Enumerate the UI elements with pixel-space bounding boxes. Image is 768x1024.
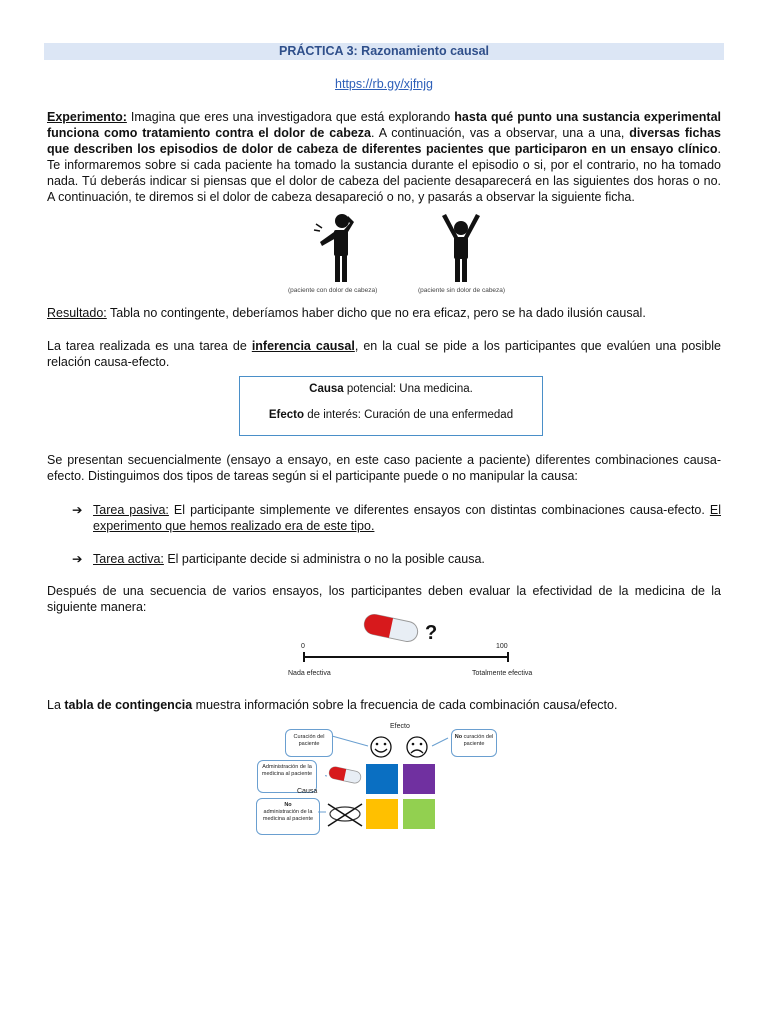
pill-icon [360, 612, 422, 644]
arrow-icon: ➔ [72, 552, 83, 566]
cell-d-green [403, 799, 435, 829]
bubble-no-administracion [256, 798, 320, 835]
faces-and-pointers [330, 728, 450, 766]
cell-c-yellow [366, 799, 398, 829]
cell-b-purple [403, 764, 435, 794]
bubble-administracion: Administración de la medicina al paciente [257, 760, 317, 793]
text: , en la cual se pide a los participantes que evalúen una posible relación causa-efecto. [47, 339, 721, 369]
tarea-activa [93, 551, 721, 567]
scale-right-label: Totalmente efectiva [472, 670, 533, 677]
bold-text: No [284, 802, 292, 808]
bold-text: tabla de contingencia [64, 698, 193, 712]
crossed-pill-icon [318, 798, 364, 830]
efecto-line [240, 409, 542, 421]
text: de interés: Curación de una enfermedad [304, 409, 514, 421]
arrow-icon: ➔ [72, 503, 83, 517]
page-title: PRÁCTICA 3: Razonamiento causal [44, 43, 724, 60]
label: Tarea activa: [93, 552, 164, 566]
bold-text: Causa [309, 383, 344, 395]
text: . Te informaremos sobre si cada paciente ha tomado la sustancia durante el episodio o si, por el contrario, no ha tomado nada. Tú deberás indicar si piensas que el dolor de cabeza del paciente desaparecerá en las siguientes dos horas o no. A continuación, te diremos si el dolor de cabeza desapareció o no, y pasarás a observar la siguiente ficha. [47, 142, 721, 204]
resultado-label: Resultado: [47, 306, 107, 320]
bubble-no-curacion [451, 729, 497, 757]
experimento-label: Experimento: [47, 110, 127, 124]
text: . A continuación, vas a observar, una a una, [371, 126, 630, 140]
causa-efecto-box [239, 376, 543, 436]
text: Imagina que eres una investigadora que está explorando [126, 110, 455, 124]
contingencia-paragraph [47, 697, 721, 713]
tarea-pasiva [93, 502, 721, 534]
patient-no-headache-icon [436, 212, 486, 284]
bold-text: diversas fichas que describen los episodios de dolor de cabeza de diferentes pacientes que participaron en un ensayo clínico [47, 126, 722, 156]
text: potencial: Una medicina. [343, 383, 473, 395]
patient-headache-icon [310, 212, 370, 284]
label: Tarea pasiva: [93, 503, 169, 517]
cell-a-blue [366, 764, 398, 794]
despues-paragraph: Después de una secuencia de varios ensayos, los participantes deben evaluar la efectividad de la medicina de la siguiente manera: [47, 584, 721, 614]
resultado-paragraph [47, 305, 721, 321]
efecto-label: Efecto [390, 723, 410, 730]
causa-line [240, 383, 542, 395]
text: Tabla no contingente, deberíamos haber dicho que no era eficaz, pero se ha dado ilusión causal. [106, 306, 646, 320]
bold-text: No [454, 734, 463, 740]
survey-link[interactable]: https://rb.gy/xjfnjg [335, 77, 433, 91]
inferencia-paragraph [47, 338, 721, 370]
text: El participante decide si administra o no la posible causa. [163, 552, 485, 566]
experimento-paragraph [47, 109, 721, 205]
caption-headache: (paciente con dolor de cabeza) [288, 287, 378, 294]
text: El participante simplemente ve diferentes ensayos con distintas combinaciones causa-efecto. [168, 503, 710, 517]
bold-text: hasta qué punto una sustancia experimental funciona como tratamiento contra el dolor de cabeza [47, 110, 722, 140]
caption-no-headache: (paciente sin dolor de cabeza) [418, 287, 506, 294]
underlined-text: El experimento que hemos realizado era de este tipo. [93, 503, 721, 533]
text: La tarea realizada es una tarea de [47, 339, 252, 353]
secuencial-paragraph: Se presentan secuencialmente (ensayo a ensayo, en este caso paciente a paciente) diferentes combinaciones causa-efecto. Distinguimos dos tipos de tareas según si el participante puede o no manipular la causa: [47, 453, 721, 483]
bubble-curacion: Curación del paciente [285, 729, 333, 757]
question-mark: ? [425, 622, 438, 644]
effectiveness-scale [300, 651, 512, 663]
text: muestra información sobre la frecuencia de cada combinación causa/efecto. [192, 698, 618, 712]
text: curación del paciente [462, 734, 494, 747]
scale-max: 100 [496, 643, 508, 650]
text: administración de la medicina al paciente [262, 809, 314, 822]
text: La [47, 698, 65, 712]
bold-text: Efecto [268, 409, 305, 421]
pill-small-icon [325, 764, 365, 786]
bold-text: inferencia causal [251, 339, 355, 353]
causa-label: Causa [297, 788, 318, 795]
scale-min: 0 [301, 643, 305, 650]
scale-left-label: Nada efectiva [288, 670, 331, 677]
